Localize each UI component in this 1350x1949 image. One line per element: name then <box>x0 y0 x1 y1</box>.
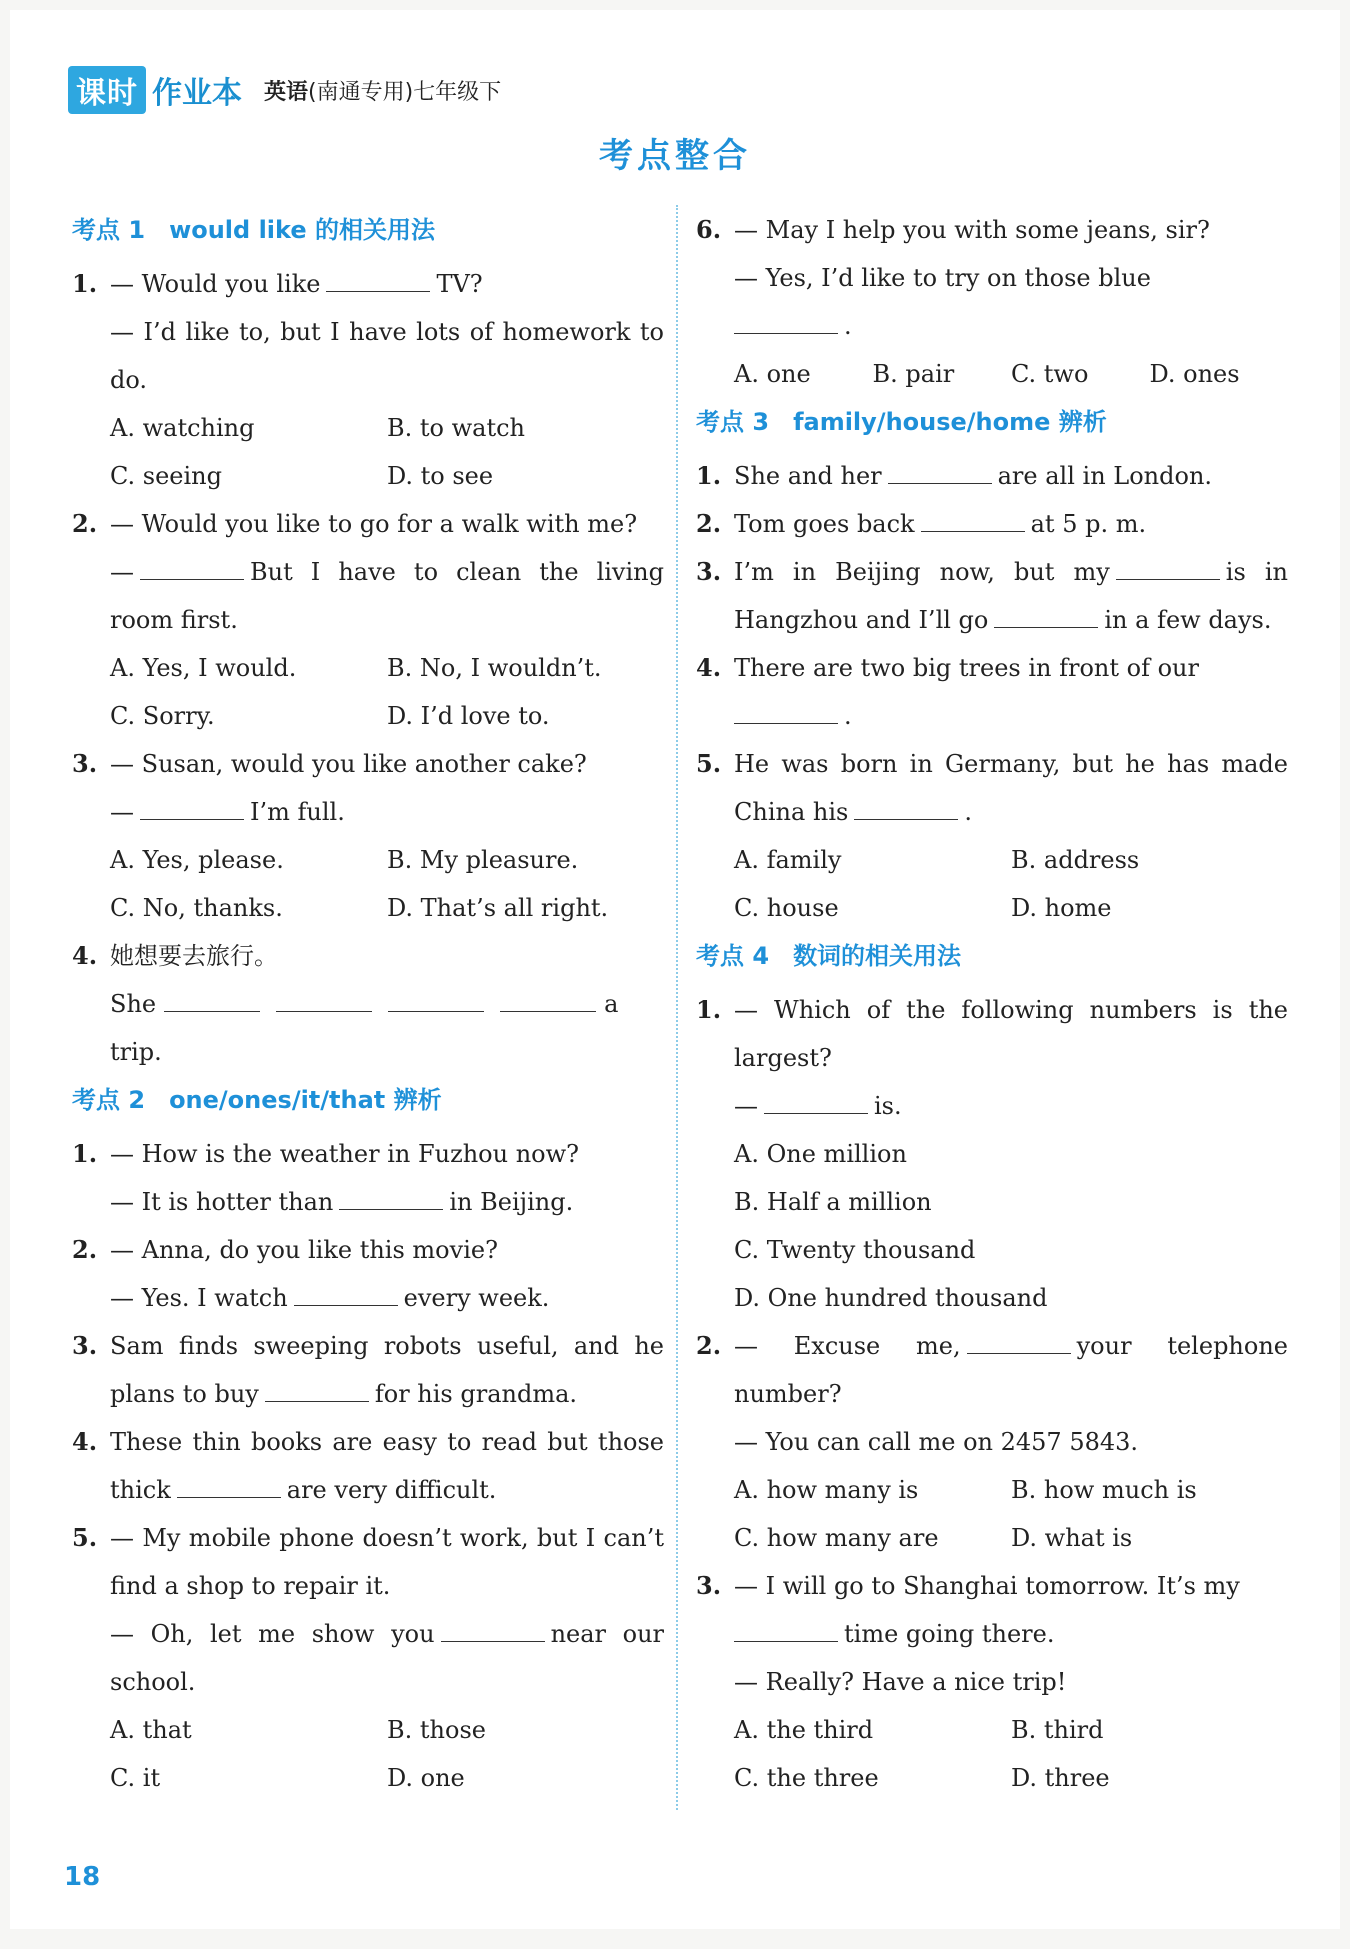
header <box>68 66 501 114</box>
question: 1. — Which of the following numbers is the largest? — is. <box>696 995 1288 1120</box>
option[interactable]: A. family <box>734 846 842 874</box>
answer-blank[interactable] <box>994 605 1098 628</box>
option[interactable]: D. to see <box>387 462 494 490</box>
options <box>696 1706 1288 1802</box>
question: 2. Tom goes back at 5 p. m. <box>696 509 1147 538</box>
subject-detail: (南通专用)七年级下 <box>308 79 502 105</box>
option[interactable]: D. ones <box>1149 360 1240 388</box>
subject-label <box>264 75 501 106</box>
section-heading: 考点 4 数词的相关用法 <box>696 942 962 970</box>
question: 2. — Would you like to go for a walk with me? — But I have to clean the living room first. <box>72 509 664 634</box>
logo <box>68 66 242 114</box>
option[interactable]: A. that <box>110 1716 192 1744</box>
option[interactable]: A. Yes, I would. <box>110 654 297 682</box>
option[interactable]: A. watching <box>110 414 255 442</box>
answer-blank[interactable] <box>294 1283 398 1306</box>
answer-blank[interactable] <box>921 509 1025 532</box>
option[interactable]: D. That’s all right. <box>387 894 609 922</box>
question: 3. I’m in Beijing now, but my is in Hangzhou and I’ll go in a few days. <box>696 557 1288 634</box>
option[interactable]: C. seeing <box>110 462 222 490</box>
option[interactable]: C. two <box>1011 360 1089 388</box>
answer-blank[interactable] <box>734 311 838 334</box>
option[interactable]: D. one <box>387 1764 465 1792</box>
option[interactable]: D. One hundred thousand <box>734 1284 1048 1312</box>
left-column <box>72 206 664 1802</box>
answer-blank[interactable] <box>164 989 260 1012</box>
question: 1. — How is the weather in Fuzhou now? — It is hotter than in Beijing. <box>72 1139 580 1216</box>
question: 1. She and her are all in London. <box>696 461 1213 490</box>
question: 3. — Susan, would you like another cake? — I’m full. <box>72 749 587 826</box>
option[interactable]: C. No, thanks. <box>110 894 283 922</box>
option[interactable]: D. three <box>1011 1764 1110 1792</box>
question: 1. — Would you like TV? — I’d like to, but I have lots of homework to do. <box>72 269 664 394</box>
option[interactable]: C. the three <box>734 1764 879 1792</box>
section-heading: 考点 3 family/house/home 辨析 <box>696 408 1107 436</box>
question: 3. Sam finds sweeping robots useful, and he plans to buy for his grandma. <box>72 1331 664 1408</box>
option[interactable]: D. home <box>1011 894 1112 922</box>
question: 5. — My mobile phone doesn’t work, but I can’t find a shop to repair it. — Oh, let me show you near our school. <box>72 1523 664 1696</box>
answer-blank[interactable] <box>1116 557 1220 580</box>
answer-blank[interactable] <box>276 989 372 1012</box>
option[interactable]: A. one <box>734 360 811 388</box>
option[interactable]: B. pair <box>872 360 955 388</box>
question: 2. — Excuse me, your telephone number? — You can call me on 2457 5843. <box>696 1331 1288 1456</box>
answer-blank[interactable] <box>500 989 596 1012</box>
option[interactable]: B. third <box>1011 1716 1104 1744</box>
option[interactable]: C. Twenty thousand <box>734 1236 976 1264</box>
question: 4. There are two big trees in front of our . <box>696 653 1199 730</box>
options <box>72 836 664 932</box>
logo-box: 课时 <box>68 66 146 114</box>
option[interactable]: B. Half a million <box>734 1188 932 1216</box>
options <box>696 350 1288 398</box>
options <box>696 836 1288 932</box>
option[interactable]: B. to watch <box>387 414 526 442</box>
option[interactable]: B. My pleasure. <box>387 846 579 874</box>
answer-blank[interactable] <box>764 1091 868 1114</box>
option[interactable]: A. how many is <box>734 1476 919 1504</box>
options <box>72 644 664 740</box>
question: 5. He was born in Germany, but he has made China his . <box>696 749 1288 826</box>
question: 6. — May I help you with some jeans, sir? — Yes, I’d like to try on those blue . <box>696 215 1210 340</box>
answer-blank[interactable] <box>140 797 244 820</box>
option[interactable]: D. I’d love to. <box>387 702 550 730</box>
options <box>72 1706 664 1802</box>
option[interactable]: B. how much is <box>1011 1476 1197 1504</box>
option[interactable]: C. Sorry. <box>110 702 215 730</box>
right-column <box>696 206 1288 1802</box>
answer-blank[interactable] <box>177 1475 281 1498</box>
question: 2. — Anna, do you like this movie? — Yes. I watch every week. <box>72 1235 550 1312</box>
answer-blank[interactable] <box>734 701 838 724</box>
answer-blank[interactable] <box>967 1331 1071 1354</box>
logo-text: 作业本 <box>152 76 242 111</box>
section-heading: 考点 1 would like 的相关用法 <box>72 216 435 244</box>
answer-blank[interactable] <box>140 557 244 580</box>
option[interactable]: C. it <box>110 1764 161 1792</box>
option[interactable]: D. what is <box>1011 1524 1133 1552</box>
page-title: 考点整合 <box>599 136 751 176</box>
page-number: 18 <box>64 1862 101 1892</box>
answer-blank[interactable] <box>326 269 430 292</box>
option[interactable]: A. the third <box>734 1716 874 1744</box>
question: 3. — I will go to Shanghai tomorrow. It’s my time going there. — Really? Have a nice trip! <box>696 1571 1240 1696</box>
answer-blank[interactable] <box>265 1379 369 1402</box>
option[interactable]: A. Yes, please. <box>110 846 284 874</box>
option[interactable]: B. address <box>1011 846 1140 874</box>
option[interactable]: B. No, I wouldn’t. <box>387 654 602 682</box>
answer-blank[interactable] <box>339 1187 443 1210</box>
subject-name: 英语 <box>264 79 309 105</box>
answer-blank[interactable] <box>854 797 958 820</box>
answer-blank[interactable] <box>888 461 992 484</box>
option[interactable]: C. house <box>734 894 839 922</box>
answer-blank[interactable] <box>388 989 484 1012</box>
question: 4. 她想要去旅行。 She a trip. <box>72 941 619 1066</box>
options <box>696 1466 1288 1562</box>
answer-blank[interactable] <box>734 1619 838 1642</box>
options <box>72 404 664 500</box>
option[interactable]: A. One million <box>734 1140 907 1168</box>
option[interactable]: C. how many are <box>734 1524 939 1552</box>
option[interactable]: B. those <box>387 1716 486 1744</box>
workbook-page <box>10 10 1340 1929</box>
question: 4. These thin books are easy to read but those thick are very difficult. <box>72 1427 664 1504</box>
section-heading: 考点 2 one/ones/it/that 辨析 <box>72 1086 442 1114</box>
answer-blank[interactable] <box>441 1619 545 1642</box>
column-divider <box>676 205 678 1810</box>
